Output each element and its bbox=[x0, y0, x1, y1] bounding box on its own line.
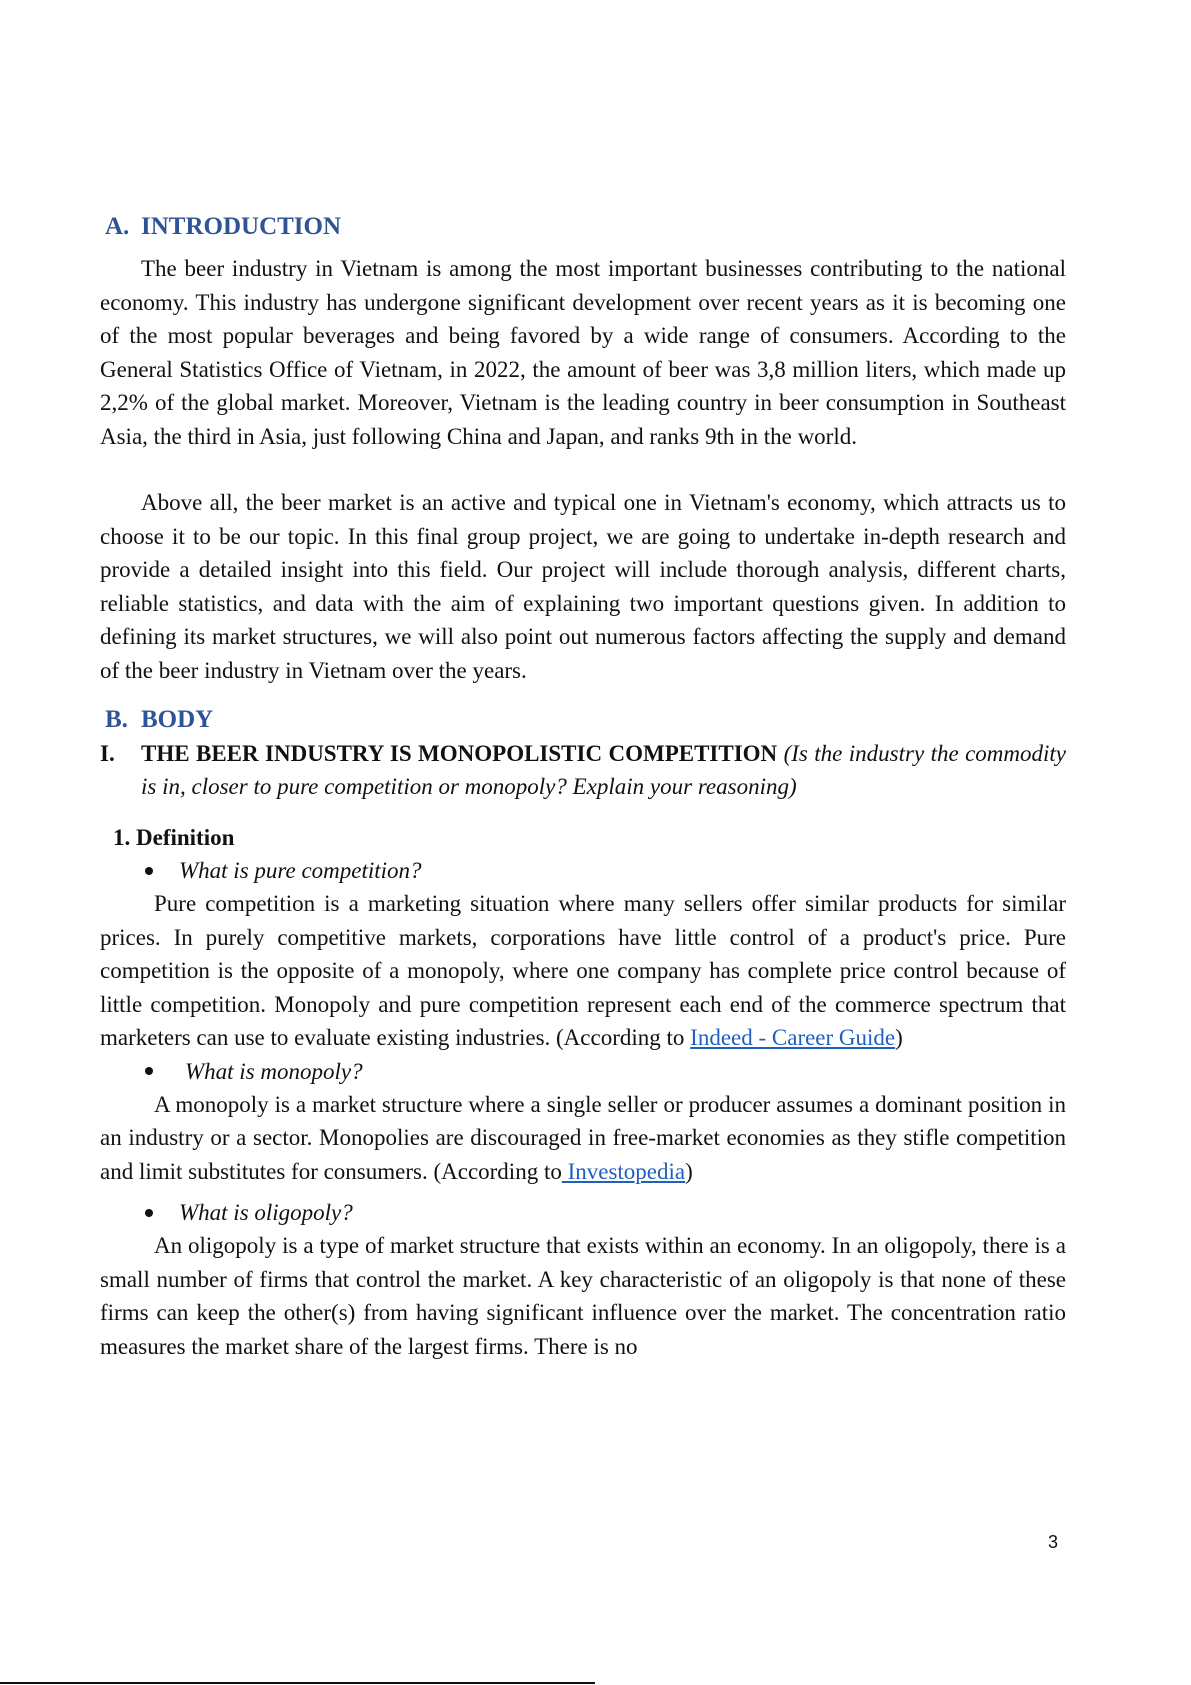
section-heading-introduction bbox=[105, 212, 1066, 242]
bullet-icon bbox=[145, 1067, 153, 1075]
definition-text: Pure competition is a marketing situation where many sellers offer similar products for similar prices. In purely competitive markets, corporations have little control of a product's price. Pure competition is the opposite of a monopoly, where one company has complete price control because of little competition. Monopoly and pure competition represent each end of the commerce spectrum that marketers can use to evaluate existing industries. (According to bbox=[100, 891, 1066, 1050]
definition-paragraph-monopoly bbox=[100, 1088, 1066, 1189]
intro-paragraph-1: The beer industry in Vietnam is among the most important businesses contributing to the national economy. This industry has undergone significant development over recent years as it is becoming one of the most popular beverages and being favored by a wide range of consumers. According to the General Statistics Office of Vietnam, in 2022, the amount of beer was 3,8 million liters, which made up 2,2% of the global market. Moreover, Vietnam is the leading country in beer consumption in Southeast Asia, the third in Asia, just following China and Japan, and ranks 9th in the world. bbox=[100, 256, 1066, 449]
part-heading-text bbox=[141, 737, 1066, 803]
part-title: THE BEER INDUSTRY IS MONOPOLISTIC COMPETITION bbox=[141, 741, 778, 766]
section-title: BODY bbox=[141, 706, 214, 733]
closing-paren: ) bbox=[895, 1025, 903, 1050]
spacer bbox=[100, 687, 1066, 705]
bullet-question: What is pure competition? bbox=[179, 858, 422, 883]
intro-paragraph-2: Above all, the beer market is an active and typical one in Vietnam's economy, which attracts us to choose it to be our topic. In this final group project, we are going to undertake in-depth research and provide a detailed insight into this field. Our project will include thorough analysis, different charts, reliable statistics, and data with the aim of explaining two important questions given. In addition to defining its market structures, we will also point out numerous factors affecting the supply and demand of the beer industry in Vietnam over the years. bbox=[100, 490, 1066, 683]
indeed-career-guide-link[interactable]: Indeed - Career Guide bbox=[690, 1025, 896, 1050]
page-number: 3 bbox=[1048, 1532, 1059, 1552]
page-content bbox=[100, 212, 1066, 1363]
section-number: A. bbox=[105, 213, 130, 240]
definition-text: A monopoly is a market structure where a single seller or producer assumes a dominant position in an industry or a sector. Monopolies are discouraged in free-market economies as they stifle competition and limit substitutes for consumers. (According to bbox=[100, 1091, 1066, 1184]
bullet-icon bbox=[145, 1209, 153, 1217]
section-heading-body bbox=[105, 705, 1066, 735]
spacer bbox=[100, 1188, 1066, 1196]
definition-heading: 1. Definition bbox=[113, 825, 235, 850]
page-bottom-divider bbox=[0, 1682, 595, 1684]
closing-paren: ) bbox=[685, 1158, 693, 1184]
section-title: INTRODUCTION bbox=[141, 213, 342, 240]
part-number: I. bbox=[100, 741, 115, 766]
bullet-oligopoly bbox=[145, 1196, 1066, 1229]
bullet-pure-competition bbox=[145, 854, 1066, 887]
bullet-icon bbox=[145, 867, 153, 875]
paragraph-spacer bbox=[100, 453, 1066, 486]
investopedia-link[interactable]: Investopedia bbox=[561, 1158, 686, 1184]
bullet-question: What is oligopoly? bbox=[179, 1200, 353, 1225]
spacer bbox=[100, 803, 1066, 811]
definition-paragraph-pure-competition bbox=[100, 887, 1066, 1055]
section-number: B. bbox=[105, 706, 128, 733]
part-1-heading bbox=[100, 737, 1066, 803]
bullet-monopoly bbox=[145, 1055, 1066, 1088]
part-question: (Is the industry the commodity is in, closer to pure competition or monopoly? Explain your reasoning) bbox=[141, 741, 1067, 799]
bullet-question: What is monopoly? bbox=[185, 1058, 363, 1084]
definition-paragraph-oligopoly: An oligopoly is a type of market structure that exists within an economy. In an oligopoly, there is a small number of firms that control the market. A key characteristic of an oligopoly is that none of these firms can keep the other(s) from having significant influence over the market. The concentration ratio measures the market share of the largest firms. There is no bbox=[100, 1233, 1066, 1359]
